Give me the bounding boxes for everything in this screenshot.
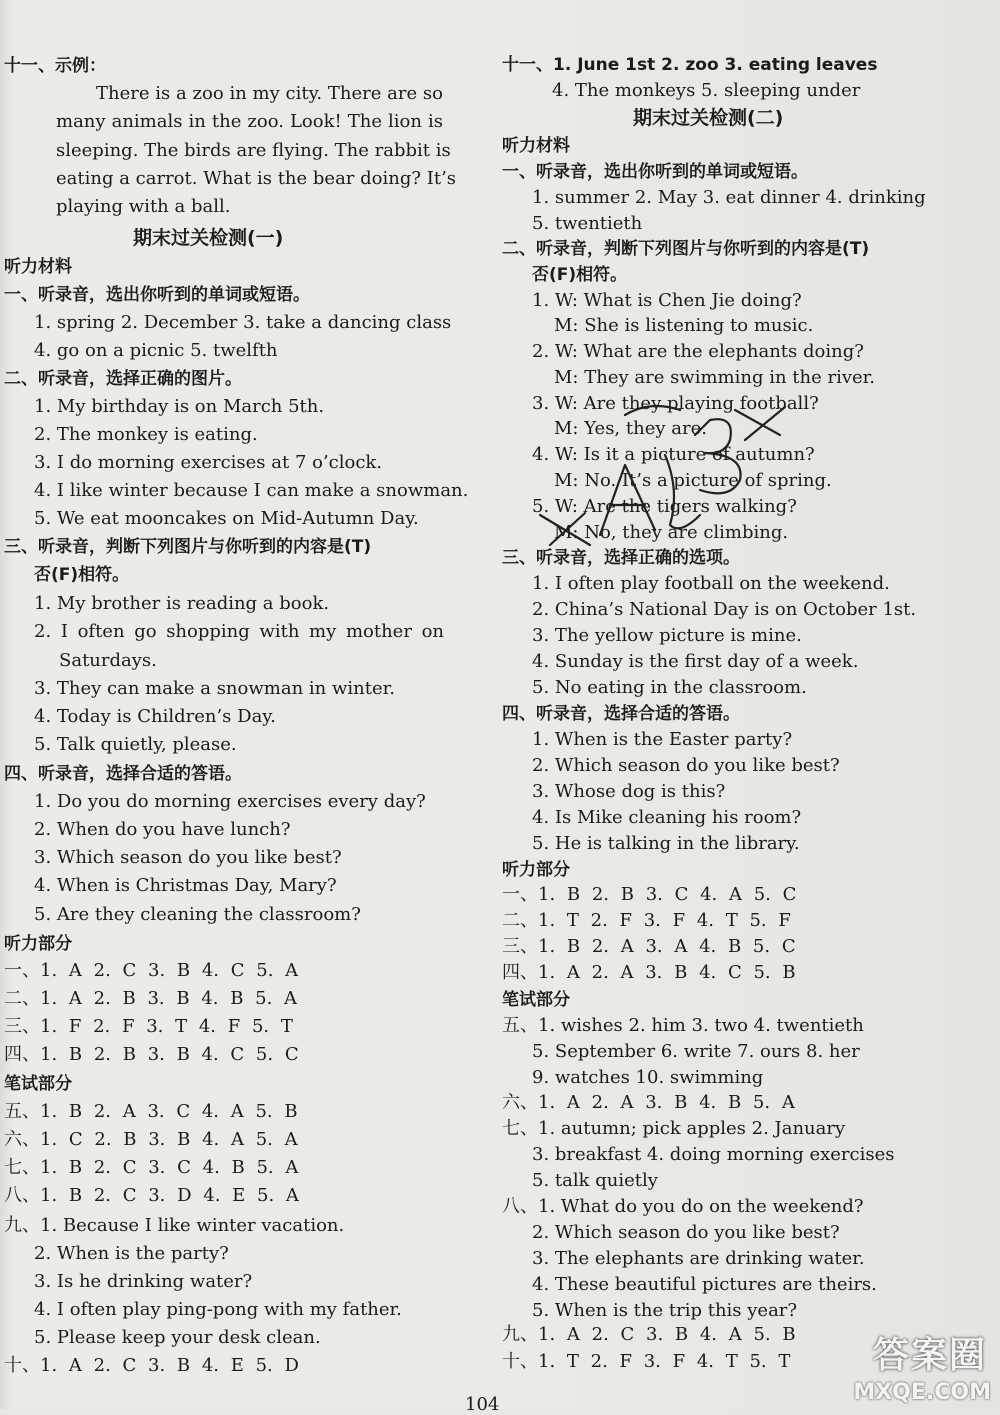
section-heading: 二、听录音，判断下列图片与你听到的内容是(T)	[502, 239, 870, 259]
subheading: 笔试部分	[4, 1074, 72, 1094]
section-heading: 十一、示例：	[4, 56, 106, 76]
dialogue-line: M: They are swimming in the river.	[554, 367, 876, 388]
list-item: 1. My birthday is on March 5th.	[34, 396, 325, 417]
list-item: 3. The yellow picture is mine.	[532, 625, 802, 646]
subheading: 听力材料	[502, 136, 570, 156]
list-item: 5. No eating in the classroom.	[532, 677, 807, 698]
dialogue-line: M: Yes, they are.	[554, 418, 707, 439]
list-item: 5. We eat mooncakes on Mid-Autumn Day.	[34, 508, 419, 529]
dialogue-line: 4. W: Is it a picture of autumn?	[532, 444, 815, 465]
sample-text: There is a zoo in my city. There are so	[96, 83, 443, 104]
section-heading: 否(F)相符。	[34, 565, 130, 585]
watermark-text-cn: 答案圈	[872, 1335, 987, 1376]
list-item: 2. China’s National Day is on October 1st.	[532, 599, 917, 620]
answer-row: 七、1. autumn; pick apples 2. January	[502, 1118, 846, 1139]
dialogue-line: 5. W: Are the tigers walking?	[532, 496, 797, 517]
list-item: 4. Sunday is the first day of a week.	[532, 651, 859, 672]
list-item: 2. Which season do you like best?	[532, 1222, 840, 1243]
list-item: 5. twentieth	[532, 213, 643, 234]
list-item: 4. When is Christmas Day, Mary?	[34, 875, 337, 896]
answer-row: 九、1. Because I like winter vacation.	[4, 1215, 345, 1236]
list-item: 5. He is talking in the library.	[532, 833, 800, 854]
answer-row: 六、1. A 2. A 3. B 4. B 5. A	[502, 1092, 795, 1113]
subheading: 笔试部分	[502, 990, 570, 1010]
answer-row: 三、1. F 2. F 3. T 4. F 5. T	[4, 1016, 293, 1037]
list-item: 3. They can make a snowman in winter.	[34, 678, 395, 699]
section-heading: 否(F)相符。	[532, 265, 628, 285]
answer-row: 二、1. A 2. B 3. B 4. B 5. A	[4, 988, 298, 1009]
section-heading: 十一、1. June 1st 2. zoo 3. eating leaves	[502, 55, 878, 75]
dialogue-line: 1. W: What is Chen Jie doing?	[532, 290, 802, 311]
section-heading: 二、听录音，选择正确的图片。	[4, 369, 242, 389]
section-heading: 四、听录音，选择合适的答语。	[4, 764, 242, 784]
answer-row: 七、1. B 2. C 3. C 4. B 5. A	[4, 1157, 299, 1178]
answer-row: 九、1. A 2. C 3. B 4. A 5. B	[502, 1324, 796, 1345]
list-item: Saturdays.	[59, 650, 157, 671]
answer-row: 一、1. A 2. C 3. B 4. C 5. A	[4, 960, 299, 981]
list-item: 3. Is he drinking water?	[34, 1271, 253, 1292]
answer-row: 八、1. What do you do on the weekend?	[502, 1196, 864, 1217]
list-item: 1. spring 2. December 3. take a dancing class	[34, 312, 452, 333]
list-item: 4. Today is Children’s Day.	[34, 706, 276, 727]
dialogue-line: M: No, they are climbing.	[554, 522, 789, 543]
exam-title: 期末过关检测(一)	[133, 227, 284, 249]
watermark-logo	[800, 1325, 995, 1407]
subheading: 听力部分	[502, 860, 570, 880]
list-item: 3. breakfast 4. doing morning exercises	[532, 1144, 895, 1165]
list-item: 1. Do you do morning exercises every day?	[34, 791, 426, 812]
list-item: 4. I often play ping-pong with my father.	[34, 1299, 402, 1320]
list-item: 4. I like winter because I can make a snowman.	[34, 480, 469, 501]
sample-text: many animals in the zoo. Look! The lion is	[56, 111, 443, 132]
section-heading: 三、听录音，选择正确的选项。	[502, 548, 740, 568]
answer-row: 六、1. C 2. B 3. B 4. A 5. A	[4, 1129, 298, 1150]
list-item: 1. When is the Easter party?	[532, 729, 793, 750]
sample-text: playing with a ball.	[56, 196, 231, 217]
list-item: 2. I often go shopping with my mother on	[34, 621, 444, 642]
list-item: 5. Are they cleaning the classroom?	[34, 904, 361, 925]
list-item: 4. These beautiful pictures are theirs.	[532, 1274, 877, 1295]
list-item: 4. Is Mike cleaning his room?	[532, 807, 802, 828]
dialogue-line: 3. W: Are they playing football?	[532, 393, 819, 414]
list-item: 4. go on a picnic 5. twelfth	[34, 340, 278, 361]
list-item: 5. September 6. write 7. ours 8. her	[532, 1041, 860, 1062]
exam-title: 期末过关检测(二)	[633, 107, 784, 129]
list-item: 5. When is the trip this year?	[532, 1300, 798, 1321]
list-item: 5. Please keep your desk clean.	[34, 1327, 321, 1348]
list-item: 1. I often play football on the weekend.	[532, 573, 890, 594]
list-item: 2. When do you have lunch?	[34, 819, 291, 840]
list-item: 1. summer 2. May 3. eat dinner 4. drinking	[532, 187, 926, 208]
sample-text: eating a carrot. What is the bear doing? It’s	[56, 168, 457, 189]
dialogue-line: M: She is listening to music.	[554, 315, 814, 336]
subheading: 听力材料	[4, 257, 72, 277]
list-item: 3. Whose dog is this?	[532, 781, 726, 802]
answer-row: 五、1. B 2. A 3. C 4. A 5. B	[4, 1101, 298, 1122]
dialogue-line: 2. W: What are the elephants doing?	[532, 341, 864, 362]
sample-text: sleeping. The birds are flying. The rabbit is	[56, 140, 451, 161]
answer-row: 一、1. B 2. B 3. C 4. A 5. C	[502, 884, 797, 905]
answer-row: 三、1. B 2. A 3. A 4. B 5. C	[502, 936, 796, 957]
list-item: 5. talk quietly	[532, 1170, 658, 1191]
list-item: 2. The monkey is eating.	[34, 424, 258, 445]
list-item: 2. Which season do you like best?	[532, 755, 840, 776]
list-item: 2. When is the party?	[34, 1243, 229, 1264]
list-item: 3. Which season do you like best?	[34, 847, 342, 868]
answer-row: 十、1. A 2. C 3. B 4. E 5. D	[4, 1355, 299, 1376]
section-heading: 四、听录音，选择合适的答语。	[502, 704, 740, 724]
answer-row: 十、1. T 2. F 3. F 4. T 5. T	[502, 1351, 791, 1372]
answer-row: 二、1. T 2. F 3. F 4. T 5. F	[502, 910, 791, 931]
watermark-text-en: MXQE.COM	[853, 1380, 991, 1405]
list-item: 1. My brother is reading a book.	[34, 593, 330, 614]
page-number: 104	[465, 1394, 500, 1415]
answer-row: 四、1. A 2. A 3. B 4. C 5. B	[502, 962, 796, 983]
answer-row: 五、1. wishes 2. him 3. two 4. twentieth	[502, 1015, 864, 1036]
list-item: 3. I do morning exercises at 7 o’clock.	[34, 452, 383, 473]
section-heading: 三、听录音，判断下列图片与你听到的内容是(T)	[4, 537, 372, 557]
list-item: 5. Talk quietly, please.	[34, 734, 237, 755]
section-heading: 一、听录音，选出你听到的单词或短语。	[502, 162, 808, 182]
answer-row: 八、1. B 2. C 3. D 4. E 5. A	[4, 1185, 299, 1206]
section-heading: 一、听录音，选出你听到的单词或短语。	[4, 285, 310, 305]
list-item: 4. The monkeys 5. sleeping under	[552, 80, 861, 101]
answer-row: 四、1. B 2. B 3. B 4. C 5. C	[4, 1044, 299, 1065]
dialogue-line: M: No. It’s a picture of spring.	[554, 470, 832, 491]
list-item: 3. The elephants are drinking water.	[532, 1248, 865, 1269]
subheading: 听力部分	[4, 934, 72, 954]
list-item: 9. watches 10. swimming	[532, 1067, 764, 1088]
